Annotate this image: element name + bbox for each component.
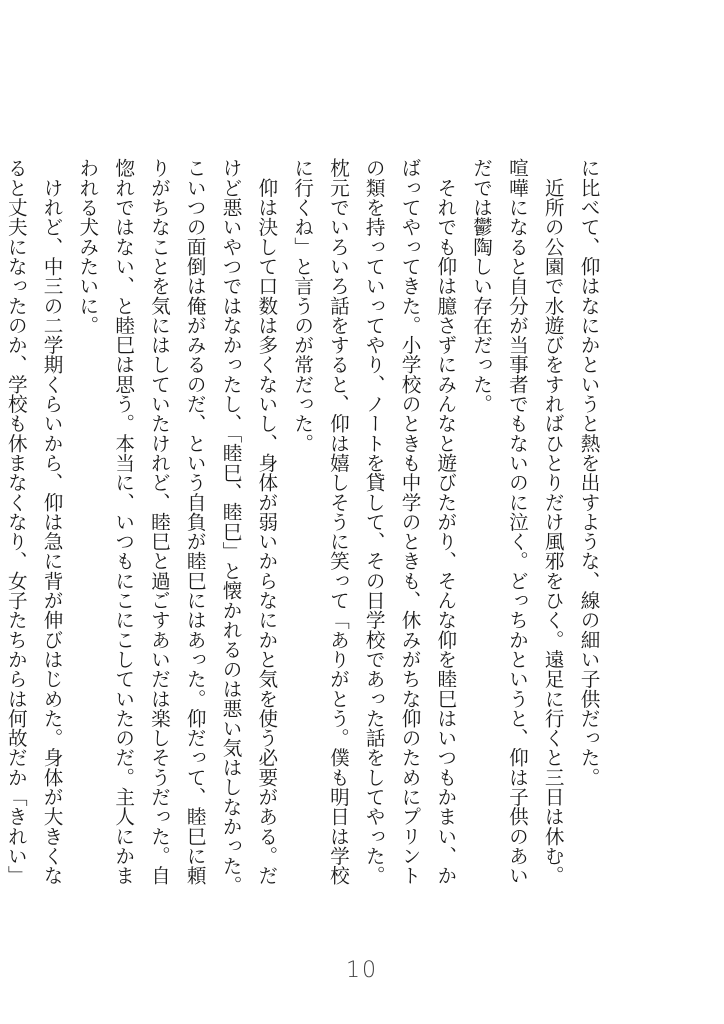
paragraph: に比べて、仰はなにかというと熱を出すような、線の細い子供だった。: [577, 158, 600, 787]
paragraph: 近所の公園で水遊びをすればひとりだけ風邪をひく。遠足に行くと三日は休む。喧嘩になると自分が当事者でもないのに泣く。どっちかというと、仰は子供のあいだでは鬱陶しい存在だった。: [469, 158, 565, 886]
paragraph: 仰は決して口数は多くないし、身体が弱いからなにかと気を使う必要がある。だけど悪いやつではなかったし、「睦巳、睦巳」と懐かれるのは悪い気はしなかった。こいつの面倒は俺がみるのだ、という自負が睦巳にはあった。仰だって、睦巳に頼りがちなことを気にはしていたけれど、睦巳と過ごすあいだは楽しそうだった。自惚れではない、と睦巳は思う。本当に、いつもにこにこしていたのだ。主人にかまわれる犬みたいに。: [75, 158, 278, 895]
vertical-text-body: [4, 158, 606, 898]
paragraph: それでも仰は臆さずにみんなと遊びたがり、そんな仰を睦巳はいつもかまい、かばってやってきた。小学校のときも中学のときも、休みがちな仰のためにプリントの類を持っていってやり、ノートを貸して、その日学校であった話をしてやった。枕元でいろいろ話をすると、仰は嬉しそうに笑って「ありがとう。僕も明日は学校に行くね」と言うのが常だった。: [290, 158, 457, 886]
page-number: 10: [346, 958, 378, 983]
paragraph: けれど、中三の二学期くらいから、仰は急に背が伸びはじめた。身体が大きくなると丈夫になったのか、学校も休まなくなり、女子たちからは何故だか「きれい」: [4, 158, 64, 886]
